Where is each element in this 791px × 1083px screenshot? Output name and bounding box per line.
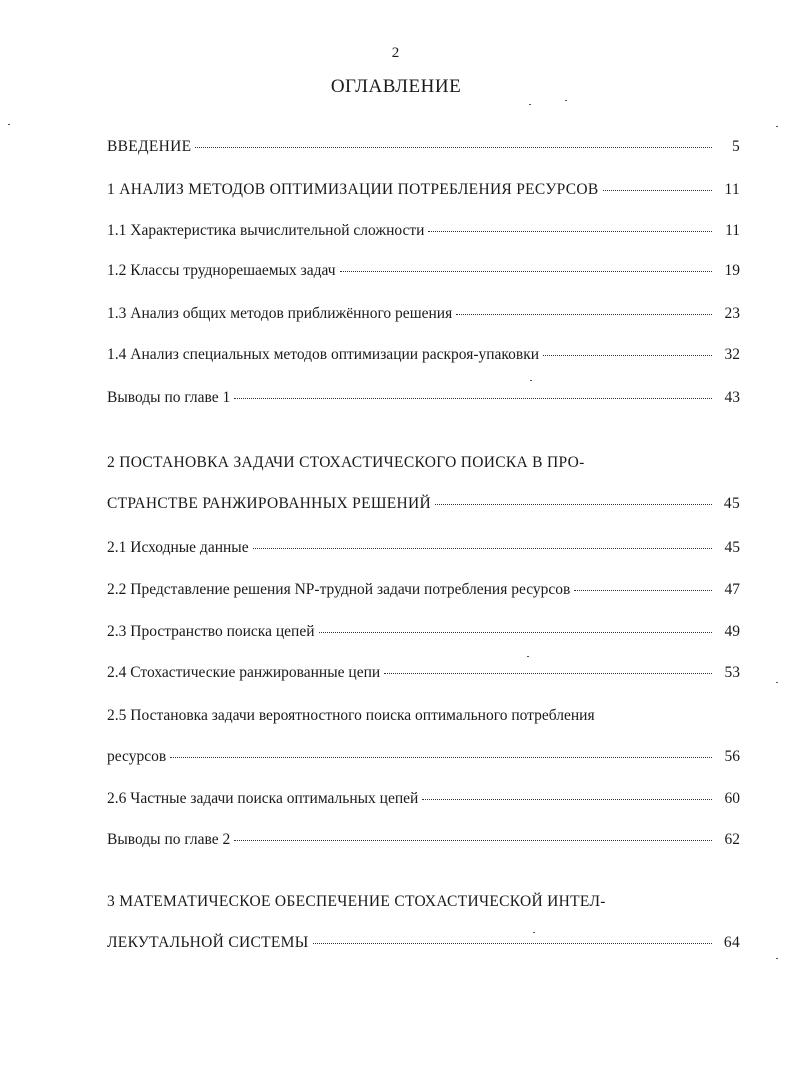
dot-leader [170, 757, 712, 758]
scan-speck [776, 126, 778, 127]
toc-entry-title: 2.1 Исходные данные [107, 539, 249, 556]
dot-leader [422, 799, 712, 800]
toc-entry-2-1 [107, 539, 740, 563]
toc-entry-2-5 [107, 748, 740, 772]
dot-leader [195, 147, 712, 148]
scan-speck [527, 656, 529, 657]
toc-entry-conclusions-2 [107, 831, 740, 855]
dot-leader [313, 943, 712, 944]
scan-speck [533, 932, 535, 933]
toc-entry-2-4 [107, 664, 740, 688]
toc-entry-chapter-3 [107, 934, 740, 958]
dot-leader [319, 632, 712, 633]
toc-entry-chapter-1 [107, 181, 740, 205]
toc-entry-1-1 [107, 222, 740, 246]
scan-speck [776, 682, 778, 683]
toc-entry-title: СТРАНСТВЕ РАНЖИРОВАННЫХ РЕШЕНИЙ [107, 495, 432, 512]
toc-entry-title: 1.1 Характеристика вычислительной сложности [107, 222, 425, 239]
page-number: 2 [391, 45, 400, 61]
toc-entry-title: 2.6 Частные задачи поиска оптимальных цепей [107, 790, 419, 807]
toc-entry-page: 23 [724, 305, 740, 322]
toc-entry-chapter-3-line1: 3 МАТЕМАТИЧЕСКОЕ ОБЕСПЕЧЕНИЕ СТОХАСТИЧЕСКОЙ ИНТЕЛ- [107, 893, 606, 910]
toc-entry-1-3 [107, 305, 740, 329]
toc-entry-chapter-2 [107, 495, 740, 519]
toc-entry-chapter-2-line1: 2 ПОСТАНОВКА ЗАДАЧИ СТОХАСТИЧЕСКОГО ПОИСКА В ПРО- [107, 454, 585, 471]
toc-entry-page: 19 [724, 262, 740, 279]
scan-speck [529, 104, 531, 105]
dot-leader [253, 548, 712, 549]
toc-entry-page: 47 [724, 581, 740, 598]
toc-entry-page: 32 [724, 346, 740, 363]
dot-leader [428, 231, 712, 232]
toc-entry-title: Выводы по главе 2 [107, 831, 231, 848]
toc-entry-1-2 [107, 262, 740, 286]
dot-leader [543, 355, 712, 356]
toc-entry-page: 45 [723, 495, 740, 512]
toc-entry-title: Выводы по главе 1 [107, 389, 231, 406]
toc-entry-page: 56 [724, 748, 740, 765]
toc-entry-page: 62 [724, 831, 740, 848]
toc-entry-title: ЛЕКУТАЛЬНОЙ СИСТЕМЫ [107, 934, 309, 951]
toc-entry-2-3 [107, 623, 740, 647]
toc-entry-page: 11 [725, 222, 740, 239]
toc-entry-title: 1.4 Анализ специальных методов оптимизации раскроя-упаковки [107, 346, 540, 363]
toc-entry-title: 1 АНАЛИЗ МЕТОДОВ ОПТИМИЗАЦИИ ПОТРЕБЛЕНИЯ РЕСУРСОВ [107, 181, 599, 198]
scan-speck [530, 380, 532, 381]
toc-entry-2-2 [107, 581, 740, 605]
dot-leader [234, 398, 712, 399]
toc-entry-title: 2.4 Стохастические ранжированные цепи [107, 664, 381, 681]
toc-entry-page: 11 [724, 181, 740, 198]
scan-speck [565, 100, 567, 101]
dot-leader [340, 271, 712, 272]
toc-entry-page: 43 [724, 389, 740, 406]
dot-leader [574, 590, 712, 591]
dot-leader [384, 673, 712, 674]
toc-entry-page: 45 [724, 539, 740, 556]
dot-leader [435, 504, 712, 505]
toc-entry-page: 5 [731, 138, 740, 155]
toc-entry-page: 49 [724, 623, 740, 640]
dot-leader [234, 840, 712, 841]
toc-entry-page: 53 [724, 664, 740, 681]
toc-entry-page: 64 [723, 934, 740, 951]
toc-entry-title: ВВЕДЕНИЕ [107, 138, 192, 155]
toc-entry-title: ресурсов [107, 748, 167, 765]
toc-entry-title: 1.2 Классы труднорешаемых задач [107, 262, 336, 279]
toc-entry-title: 2.3 Пространство поиска цепей [107, 623, 315, 640]
dot-leader [603, 190, 712, 191]
toc-entry-conclusions-1 [107, 389, 740, 413]
toc-entry-page: 60 [724, 790, 740, 807]
toc-entry-introduction [107, 138, 740, 162]
scan-speck [8, 124, 10, 125]
page-title: ОГЛАВЛЕНИЕ [330, 76, 462, 97]
toc-entry-2-6 [107, 790, 740, 814]
toc-entry-title: 1.3 Анализ общих методов приближённого решения [107, 305, 453, 322]
scan-speck [776, 958, 778, 959]
toc-entry-2-5-line1: 2.5 Постановка задачи вероятностного поиска оптимального потребления [107, 707, 595, 724]
dot-leader [456, 314, 712, 315]
toc-entry-1-4 [107, 346, 740, 370]
toc-entry-title: 2.2 Представление решения NP-трудной задачи потребления ресурсов [107, 581, 571, 598]
